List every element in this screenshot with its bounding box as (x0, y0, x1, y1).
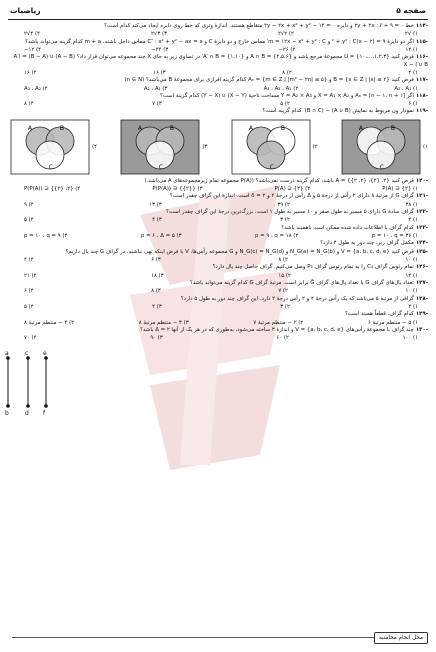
header-divider (8, 19, 428, 20)
question-text: فرض کنید {۱،۲،۳،…،۱۰} = U مجموعهٔ مرجع باشد و {۴،۵،۶} = A ∩ B و {۱،۱۰} = A′ ∩ B′ در تساوی زیر به جای X چند مجموعه می‌توان قرار داد؟ (A − B) ∪ (B − A) = (A′ ∪ B′) − X (13, 54, 428, 68)
question-text: فرض کنید {a، b، c، d، e} = V و N_G(a) = N_G(b) و N_G(c) = N_G(d) و G مجموعه رأس‌ها، V با فرض اینکه تهی نباشند، در گراف G چند یال داریم؟ (65, 248, 414, 255)
venn-option-number: ۱) (422, 143, 428, 150)
answer-option[interactable]: ۱) p = ۱۰ ، q = ۳۶ (371, 233, 418, 240)
question-number: -۱۲۸ (415, 295, 428, 302)
answer-options (10, 202, 428, 209)
answer-option[interactable]: ۴) ۴√۲ (24, 31, 40, 38)
answer-option[interactable]: ۱) ۱۲ (405, 47, 418, 54)
question-item (10, 280, 428, 287)
page-number: صفحه ۵ (396, 6, 426, 15)
question-number: -۱۲۷ (415, 279, 428, 286)
venn-option-1[interactable] (341, 118, 428, 176)
question-text: گرافی از مرتبهٔ ۵ می‌باشد که یک رأس درجهٔ ۴ و ۲ رأس درجهٔ ۲ دارد. این گراف چند دور به طول ۵ دارد؟ (180, 295, 414, 302)
answer-option[interactable]: ۲) {۲} ⊆ P(A) (274, 186, 311, 193)
question-text: فرض کنید {x ∈ Z | |x| ≤ ۲} = B و {m ∈ Z | |m² − ۲n| ≤ ۵} = Aₙ کدام گزینه افرازی برای مجموعهٔ B می‌باشد؟ (n ∈ N) (124, 77, 414, 84)
answer-options (10, 86, 428, 93)
page-header (10, 6, 426, 20)
scratch-area-label: محل انجام محاسبه (374, 632, 428, 644)
venn-set-label: C (48, 163, 53, 171)
answer-option[interactable]: ۴) ۴ − منتظم مرتبهٔ ۸ (24, 319, 74, 326)
venn-option-4[interactable] (10, 118, 97, 176)
answer-option[interactable]: ۴) p = ۱۰ ، q = ۹ (24, 233, 68, 240)
venn-set-label: B (390, 124, 395, 132)
answer-option[interactable]: ۳) ۹۰ (150, 335, 163, 342)
venn-set-label: C (379, 163, 384, 171)
answer-option[interactable]: ۳) ۲۴− (151, 47, 169, 54)
question-item (10, 327, 428, 334)
venn-option-3[interactable] (120, 118, 207, 176)
answer-option[interactable]: ۲) ۳ (280, 217, 290, 224)
venn-set-label: C (159, 163, 164, 171)
vertex-b-label: b (5, 410, 9, 417)
vertex-c-label: c (25, 350, 29, 357)
question-item (10, 249, 428, 256)
question-item (10, 311, 428, 318)
question-number: -۱۲۹ (415, 311, 428, 318)
answer-option[interactable]: ۳) A₂ ، A₁ (143, 85, 168, 92)
vertex-d-label: d (25, 410, 29, 417)
answer-options (10, 273, 428, 280)
question-number: -۱۳۰ (415, 326, 428, 333)
answer-option[interactable]: ۴) ۲۱ (24, 272, 37, 279)
answer-option[interactable]: ۱) {۲} ∈ P(A) (382, 186, 418, 193)
question-text: گراف G از مرتبهٔ ۸ دارای ۲ رأس از درجهٔ ۵ و Δ رأس از درجهٔ ۲ و δ = ۲ است. اندازهٔ این گراف چقدر است؟ (169, 193, 414, 200)
answer-option[interactable]: ۳) ۴ (152, 303, 162, 310)
answer-option[interactable]: ۳) ۳√۲ (150, 31, 167, 38)
answer-option[interactable]: ۲) ۲√۲ (277, 31, 294, 38)
answer-option[interactable]: ۴) ۱۲− (24, 47, 42, 54)
answer-option[interactable]: ۴) ۵ (24, 217, 34, 224)
venn-diagram (10, 119, 90, 175)
question-number: -۱۲۳ (415, 224, 428, 231)
subject-title: ریاضیات (10, 6, 41, 15)
answer-option[interactable]: ۴) A₃ ، A₂ (24, 85, 48, 92)
answer-option[interactable]: ۱) ۲ (408, 217, 418, 224)
answer-option[interactable]: ۳) {{۲}} ∈ P(P(A)) (152, 186, 203, 193)
answer-option[interactable]: ۳) ۱۸ (151, 272, 164, 279)
question-item (10, 108, 428, 115)
answer-option[interactable]: ۳) ۶ (151, 257, 161, 264)
answer-option[interactable]: ۲) ۶۰ (276, 335, 289, 342)
question-text: کدام گراف با اطلاعات داده شده ممکن است ناهمبند باشد؟ (281, 224, 414, 231)
venn-set-label: B (280, 124, 285, 132)
answer-option[interactable]: ۳) ۴ (152, 217, 162, 224)
venn-set-label: A (138, 124, 143, 132)
venn-option-number: ۲) (312, 143, 318, 150)
answer-options (10, 288, 428, 295)
answer-option[interactable]: ۴) ۴ (24, 257, 34, 264)
answer-option[interactable]: ۴) ۹ (24, 201, 34, 208)
question-text: اگر [n − ۱، n + ۱] = Aₙ و X = A₁ × A₂ و Y = A₂ × A₃ مساحت ناحیهٔ (X − Y) ∪ (Y − X) کدام گزینه است؟ (160, 92, 414, 99)
answer-option[interactable]: ۲) ۸ (282, 70, 292, 77)
question-number: -۱۱۸ (415, 92, 428, 99)
question-item (10, 93, 428, 100)
venn-option-number: ۳) (202, 143, 208, 150)
answer-option[interactable]: ۱) ۶ (408, 101, 418, 108)
venn-set-label: B (170, 124, 175, 132)
questions-list (10, 23, 428, 342)
answer-option[interactable]: ۲) ۳۹ (277, 201, 290, 208)
question-number: -۱۱۶ (415, 54, 428, 61)
answer-options (10, 31, 428, 38)
question-text: گراف سادهٔ G دارای ۵ مسیر به طول صفر و ۱۰ مسیر به طول ۱ است. بزرگ‌ترین درجهٔ این گراف چقدر است؟ (165, 209, 414, 216)
vertex-f-label: f (43, 410, 46, 417)
venn-set-label: B (59, 124, 64, 132)
answer-option[interactable]: ۲) ۲ − منتظم مرتبهٔ ۷ (253, 319, 304, 326)
question-item (10, 264, 428, 271)
answer-option[interactable]: ۲) p = ۹ ، q = ۱۸ (254, 233, 299, 240)
answer-option[interactable]: ۱) ۱۰ (405, 257, 418, 264)
answer-option[interactable]: ۴) ۷۰ (24, 335, 37, 342)
question-text: نمودار ون مربوط به نمایش (A ∪ B) − (B ∩ C)′ کدام گزینه است؟ (262, 108, 414, 115)
question-number: -۱۲۴ (415, 240, 428, 247)
question-text: اگر دو دایرهٔ ۹ = (x − ۲)² + y² : C و m = ۱۲x − x² + y² : C′ مماس خارج و دو دایرهٔ C و C″ : x² + y² − ax = a مماس داخل باشند، m + a کدام گزینه می‌تواند باشد؟ (25, 38, 414, 45)
answer-option[interactable]: ۱) ۳۸ (405, 201, 418, 208)
question-item (10, 23, 428, 30)
question-text: تمام رئوس گراف C₄ را به تمام رئوس گراف P₃ وصل می‌کنیم. گراف حاصل چند یال دارد؟ (212, 264, 414, 271)
question-item (10, 193, 428, 200)
answer-option[interactable]: ۴) ۶ (24, 288, 34, 295)
answer-option[interactable]: ۱) ۴ (408, 70, 418, 77)
question-number: -۱۲۰ (415, 177, 428, 184)
answer-options (10, 217, 428, 224)
venn-diagram (231, 119, 311, 175)
question-text: خط ۰ = ۹ + ۲y + ۲x : ℓ و دایره ۰ = ۱۴ − ۲y − ۲x + x² + y² متقاطع هستند. اندازهٔ وتری که خط روی دایره ایجاد می‌کند کدام است؟ (104, 23, 414, 29)
question-text: قرض کنید {۲، {۲}، {۲، ۲}} = A باشد، کدام گزینه درست نمی‌باشد؟ (P(A) مجموعه تمام زیرمجموعه‌های A می‌باشد.) (144, 177, 414, 184)
answer-options (10, 335, 428, 342)
answer-option[interactable]: ۳) ۷ (152, 101, 162, 108)
question-number: -۱۱۷ (415, 77, 428, 84)
answer-option[interactable]: ۱) √۲ (404, 31, 418, 38)
question-item (10, 77, 428, 84)
venn-options (10, 118, 428, 176)
answer-option[interactable]: ۲) A₃ ، A₂ ، A₁ (263, 85, 299, 92)
question-item (10, 225, 428, 232)
scratch-area-divider (12, 637, 404, 638)
venn-set-label: A (358, 124, 363, 132)
answer-option[interactable]: ۱) ۵ − منتظم مرتبهٔ ۶ (368, 319, 418, 326)
answer-option[interactable]: ۱) A₂ ، A₁ (394, 85, 418, 92)
answer-option[interactable]: ۲) ۵ (280, 101, 290, 108)
question-number: -۱۲۱ (415, 193, 428, 200)
answer-option[interactable]: ۲) ۸ (278, 257, 288, 264)
venn-set-label: C (269, 163, 274, 171)
question-text: کدام گراف، قطعاً همبند است؟ (344, 311, 414, 318)
graph-figure-q124 (2, 348, 54, 418)
answer-option[interactable]: ۴) ۸ (24, 101, 34, 108)
question-number: -۱۲۲ (415, 209, 428, 216)
answer-option[interactable]: ۲) ۳ (280, 303, 290, 310)
answer-option[interactable]: ۴) {۲، {۲}} ⊆ P(P(A)) (24, 186, 81, 193)
question-number: -۱۱۵ (415, 38, 428, 45)
answer-option[interactable]: ۱) ۱۲ (405, 272, 418, 279)
answer-option[interactable]: ۲) ۲۶− (278, 47, 296, 54)
answer-option[interactable]: ۱) ۱۰ (405, 288, 418, 295)
question-number: -۱۱۴ (415, 23, 428, 29)
answer-option[interactable]: ۳) ۱۶ (153, 70, 166, 77)
question-text: مکمل گراف زیر، چند دور به طول ۴ دارد؟ (320, 240, 414, 247)
answer-option[interactable]: ۳) ۸ (151, 288, 161, 295)
venn-diagram (341, 119, 421, 175)
question-item (10, 54, 428, 69)
question-number: -۱۲۵ (415, 248, 428, 255)
question-text: چند گراف با مجموعهٔ رأس‌های {a، b، c، d، e} = V و اندازهٔ ۳ ساخته می‌شود، به‌طوری که در هر یک از آنها Δ = ۲ باشد؟ (140, 326, 414, 333)
question-item (10, 39, 428, 46)
vertex-a-label: a (5, 350, 9, 357)
answer-option[interactable]: ۱) ۱۰۰ (402, 335, 418, 342)
answer-options (10, 320, 428, 327)
question-item (10, 209, 428, 216)
venn-set-label: A (248, 124, 253, 132)
answer-option[interactable]: ۴) ۵ (24, 303, 34, 310)
question-number: -۱۱۹ (415, 108, 428, 115)
answer-option[interactable]: ۴) ۱۶ (24, 70, 37, 77)
venn-option-2[interactable] (231, 118, 318, 176)
answer-option[interactable]: ۱) ۲ (408, 303, 418, 310)
question-item (10, 240, 428, 247)
answer-option[interactable]: ۳) p = ۶ ، Δ = ۵ (140, 233, 182, 240)
question-text: تعداد یال‌های گراف G با تعداد یال‌های گراف Ḡ برابر است. مرتبهٔ گراف G کدام گزینه می‌تواند باشد؟ (189, 279, 414, 286)
venn-option-number: ۴) (92, 143, 98, 150)
vertex-e-label: e (43, 350, 47, 357)
venn-set-label: A (27, 124, 32, 132)
question-item (10, 296, 428, 303)
answer-option[interactable]: ۳) ۳ − منتظم مرتبهٔ ۸ (138, 319, 189, 326)
venn-diagram (120, 119, 200, 175)
question-number: -۱۲۶ (415, 264, 428, 271)
answer-option[interactable]: ۲) ۷ (278, 288, 288, 295)
question-item (10, 178, 428, 185)
answer-option[interactable]: ۲) ۱۵ (278, 272, 291, 279)
answer-option[interactable]: ۳) ۱۳ (149, 201, 162, 208)
